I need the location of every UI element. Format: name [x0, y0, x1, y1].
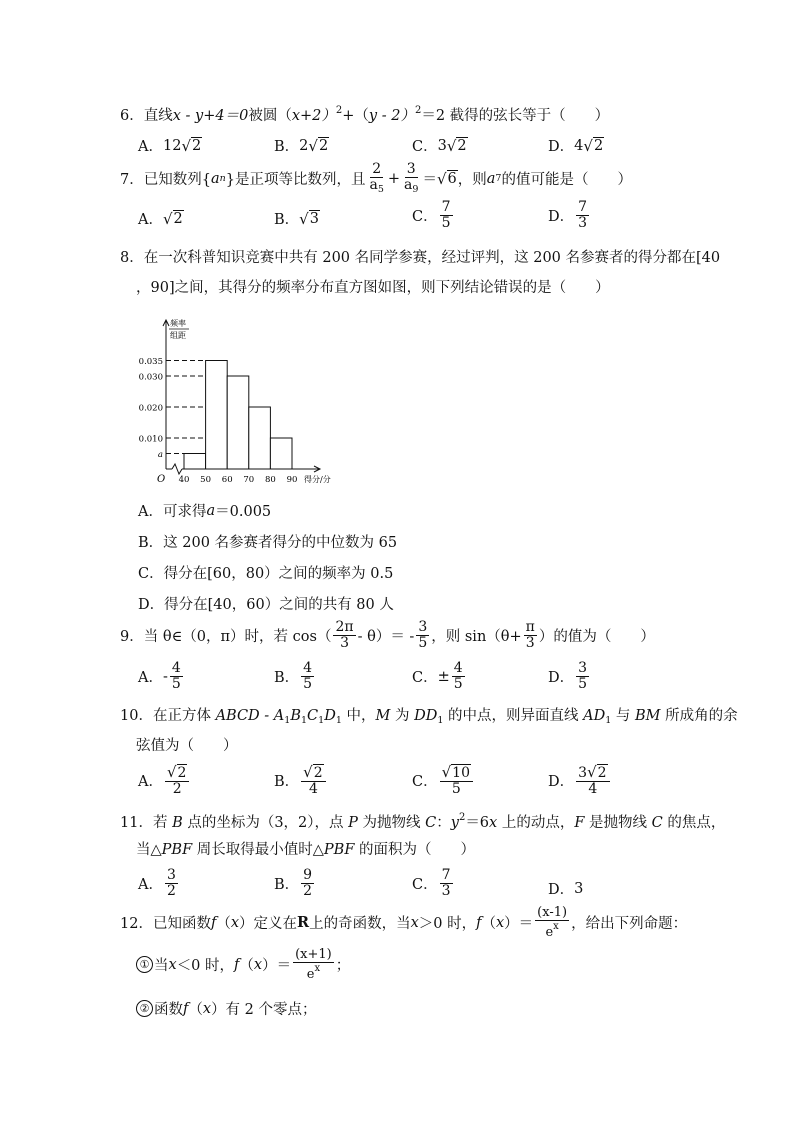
text: ； [335, 958, 351, 975]
var: x [410, 914, 419, 931]
var: a [486, 170, 496, 187]
text: ）＝ [262, 958, 292, 975]
fraction: √ 2 4 [301, 764, 325, 797]
text: ＝ [422, 172, 437, 189]
fraction: $\frac{3}{5}$ [578, 660, 588, 692]
q12-claim-2 [136, 998, 317, 1019]
subscript: n [219, 173, 226, 185]
var: P [348, 815, 358, 831]
fraction: $\frac{7}{5}$ [441, 199, 451, 231]
origin-label: O [157, 474, 166, 485]
q6-option-d[interactable] [548, 135, 604, 156]
option-label: C． [138, 566, 164, 582]
frequency-histogram [130, 310, 370, 490]
var: f [234, 956, 240, 973]
question-10-line2: 弦值为（ ） [136, 738, 238, 754]
fraction: $\frac{(x-1)}{e^x}$ [537, 905, 568, 940]
var: C [651, 815, 663, 831]
text: ＝2 截得的弦长等于（ ） [421, 108, 610, 124]
text: 函数 [154, 1002, 183, 1018]
equation: x - y+4＝0 [172, 108, 249, 124]
text: ，给出下列命题： [571, 916, 688, 933]
fraction: √ 10 5 [440, 764, 473, 797]
subscript: 1 [300, 715, 308, 726]
x-tick-label: 70 [243, 475, 255, 485]
q11-option-c[interactable] [412, 868, 455, 899]
histogram-bars [184, 361, 292, 470]
var: D [324, 708, 336, 724]
var: F [574, 815, 585, 831]
option-label: C． [412, 774, 438, 791]
text: 被圆（ [248, 108, 292, 124]
text: 为 [390, 708, 415, 724]
superscript: 2 [458, 812, 466, 823]
option-label: A． [138, 877, 163, 894]
subscript: 1 [318, 715, 325, 726]
y-tick-label: a [157, 450, 163, 460]
text: 的面积为（ ） [354, 842, 475, 858]
text: 当 [154, 958, 169, 975]
y-tick-label: 0.010 [138, 434, 163, 445]
q10-option-b[interactable] [274, 764, 328, 797]
var: AD [583, 708, 606, 724]
var: PBF [323, 842, 355, 858]
option-label: B． [138, 535, 164, 551]
question-number: 12． [120, 916, 153, 933]
histogram-bar [227, 376, 249, 469]
fraction: $\frac{3}{5}$ [418, 619, 428, 651]
var: B [290, 708, 301, 724]
question-number: 8． [120, 250, 144, 266]
y-tick-label: 0.020 [138, 403, 163, 414]
q6-option-a[interactable] [138, 135, 202, 156]
fraction: $\frac{7}{3}$ [578, 199, 588, 231]
var: M [375, 708, 391, 724]
x-tick-label: 90 [286, 475, 298, 485]
var: x [202, 1000, 212, 1017]
text: 为抛物线 [357, 815, 426, 831]
coef: 3 [437, 137, 447, 154]
question-11 [120, 813, 725, 831]
fraction: $\frac{2}{a_5}$ [369, 161, 384, 195]
q8-option-c[interactable] [138, 562, 393, 583]
text: x+2） [291, 108, 336, 124]
histogram-bar [184, 454, 206, 470]
var: f [183, 1000, 189, 1017]
x-tick-label: 50 [200, 475, 212, 485]
var: a [210, 170, 220, 187]
q9-option-d[interactable] [548, 661, 591, 692]
fraction: √ 2 2 [165, 764, 189, 797]
sign: ± [437, 668, 450, 685]
question-8-line2: ，90]之间，其得分的频率分布直方图如图，则下列结论错误的是（ ） [136, 280, 610, 296]
var: PBF [161, 842, 193, 858]
q6-option-b[interactable] [274, 135, 329, 156]
var: DD [414, 708, 438, 724]
text: ，则 [457, 172, 487, 189]
option-label: B． [274, 774, 300, 791]
question-7 [120, 162, 632, 195]
x-tick-label: 80 [264, 475, 276, 485]
fraction: $\frac{\pi}{3}$ [525, 619, 535, 651]
text: 已知数列{ [143, 172, 211, 189]
text: +（ [342, 108, 369, 124]
fraction: 3 √ 2 4 [576, 764, 609, 797]
text: ）定义在 [239, 916, 298, 933]
text: 中， [341, 708, 376, 724]
q11-option-d[interactable] [548, 878, 583, 899]
x-tick-label: 60 [221, 475, 233, 485]
option-label: A． [138, 212, 163, 228]
option-text: 得分在[60，80）之间的频率为 0.5 [163, 566, 394, 582]
text: 周长取得最小值时△ [192, 842, 324, 858]
sqrt: √ 6 [436, 169, 457, 188]
text: 是抛物线 [584, 815, 652, 831]
x-axis-break [172, 464, 182, 474]
sqrt: √ 2 [162, 209, 183, 228]
fraction: $\frac{9}{2}$ [303, 867, 313, 899]
text: 已知函数 [152, 916, 211, 933]
option-label: A． [138, 139, 163, 155]
x-tick-label: 40 [178, 475, 190, 485]
question-11-line2 [136, 843, 475, 858]
coef: 12 [162, 137, 182, 154]
histogram-bar [249, 407, 271, 469]
text: 的值可能是（ ） [501, 172, 632, 189]
q7-option-c[interactable] [412, 200, 455, 231]
question-number: 9． [120, 629, 144, 646]
fraction: $\frac{4}{5}$ [171, 660, 181, 692]
sqrt: √ 3 [299, 209, 319, 228]
text: ＞0 时， [418, 916, 477, 933]
option-text: 得分在[40，60）之间的共有 80 人 [164, 597, 394, 613]
text: 当 θ∈（0，π）时，若 cos（ [143, 629, 332, 646]
subscript: 7 [495, 173, 502, 185]
option-label: C． [412, 209, 438, 226]
sign: - [162, 668, 168, 685]
text: 在一次科普知识竞赛中共有 200 名同学参赛，经过评判，这 200 名参赛者的得分都在[40 [143, 250, 721, 266]
y-axis-label-bottom: 组距 [170, 331, 186, 340]
var: f [476, 914, 482, 931]
option-text: 这 200 名参赛者得分的中位数为 65 [163, 535, 398, 551]
var: C [307, 708, 319, 724]
text: 上的奇函数，当 [309, 916, 411, 933]
q10-option-a[interactable] [138, 764, 191, 797]
text: 若 [152, 815, 173, 831]
text: （ [481, 916, 496, 933]
coef: 4 [574, 137, 584, 154]
text: + [387, 170, 401, 187]
question-9 [120, 620, 655, 651]
fraction: $\frac{(x+1)}{e^x}$ [295, 947, 332, 982]
q11-option-a[interactable] [138, 868, 180, 899]
text: ＜0 时， [176, 958, 235, 975]
text: }是正项等比数列，且 [225, 172, 366, 189]
text: 的焦点， [662, 815, 726, 831]
question-10 [120, 709, 738, 726]
option-label: B． [274, 212, 300, 228]
q10-option-d[interactable] [548, 764, 612, 797]
option-label: A． [138, 670, 163, 687]
text: （ [239, 958, 254, 975]
sqrt: √ 2 [446, 136, 467, 155]
text: （ [216, 916, 231, 933]
text: 与 [611, 708, 635, 724]
var: f [210, 914, 217, 931]
q9-option-b[interactable] [274, 661, 316, 692]
fraction: $\frac{4}{5}$ [303, 660, 313, 692]
q7-option-d[interactable] [548, 200, 591, 231]
subscript: 1 [284, 715, 291, 726]
option-label: D． [548, 670, 575, 687]
question-number: 10． [120, 708, 153, 724]
var: x [495, 914, 505, 931]
text: 点的坐标为（3，2），点 [182, 815, 349, 831]
var: B [172, 815, 183, 831]
text: ： [436, 815, 451, 831]
q9-option-c[interactable] [412, 661, 467, 692]
text: 的中点，则异面直线 [443, 708, 584, 724]
option-label: A． [138, 504, 163, 520]
text: 上的动点， [497, 815, 575, 831]
option-label: B． [274, 670, 300, 687]
option-text: 可求得 [162, 504, 207, 520]
fraction: $\frac{4}{5}$ [453, 660, 463, 692]
var: x [489, 815, 498, 831]
subscript: 1 [605, 715, 612, 726]
q10-option-c[interactable] [412, 764, 475, 797]
q11-option-b[interactable] [274, 868, 316, 899]
y-tick-label: 0.030 [138, 372, 163, 383]
q7-option-a[interactable] [138, 208, 184, 229]
histogram-bar [270, 438, 292, 469]
text: （ [188, 1002, 203, 1018]
text: 所成角的余 [660, 708, 738, 724]
option-label: B． [274, 877, 300, 894]
text: ，则 sin（θ+ [431, 629, 522, 646]
q8-option-a[interactable] [138, 500, 271, 521]
option-label: C． [412, 877, 438, 894]
sqrt: √ 2 [583, 136, 604, 155]
histogram-bar [206, 361, 228, 470]
coef: 2 [299, 137, 309, 154]
var: x [168, 956, 177, 973]
var: y [450, 815, 459, 831]
q7-option-b[interactable] [274, 208, 320, 229]
question-number: 11． [120, 815, 153, 831]
question-12 [120, 906, 687, 940]
text: ）＝ [504, 916, 534, 933]
q8-option-d[interactable] [138, 593, 394, 614]
y-tick-label: 0.035 [138, 357, 163, 367]
circled-number: ① [136, 956, 153, 973]
text: - θ）＝ - [357, 629, 415, 646]
fraction: $\frac{2\pi}{3}$ [335, 619, 354, 651]
text: ）有 2 个零点； [211, 1002, 317, 1018]
fraction: $\frac{3}{a_9}$ [404, 161, 419, 195]
option-label: B． [274, 139, 300, 155]
var: x [230, 914, 240, 931]
option-label: D． [548, 209, 575, 226]
option-label: D． [548, 139, 575, 155]
fraction: $\frac{7}{3}$ [441, 867, 451, 899]
text: 在正方体 [152, 708, 216, 724]
q8-option-b[interactable] [138, 531, 397, 552]
option-label: D． [138, 597, 165, 613]
question-6 [120, 106, 609, 124]
subscript: 1 [437, 715, 444, 726]
var: ABCD - A [215, 708, 285, 724]
superscript: 2 [414, 105, 422, 116]
x-axis-label: 得分/分 [304, 475, 331, 484]
subscript: 1 [335, 715, 342, 726]
superscript: 2 [335, 105, 343, 116]
var: C [425, 815, 437, 831]
text: 当△ [136, 842, 162, 858]
sqrt: √ 2 [181, 136, 202, 155]
text: ＝6 [465, 815, 490, 831]
option-label: C． [412, 670, 438, 687]
var: R [297, 914, 310, 932]
var: x [253, 956, 263, 973]
circled-number: ② [136, 1000, 153, 1017]
y-axis-label-top: 频率 [170, 319, 186, 328]
question-8 [120, 251, 720, 266]
var: BM [634, 708, 661, 724]
q6-option-c[interactable] [412, 135, 468, 156]
question-number: 6． [120, 108, 144, 124]
option-label: A． [138, 774, 163, 791]
question-number: 7． [120, 172, 144, 189]
option-label: C． [412, 139, 438, 155]
var: a [206, 502, 216, 519]
option-text: 3 [574, 880, 584, 897]
fraction: $\frac{3}{2}$ [166, 867, 176, 899]
text: 直线 [143, 108, 173, 124]
text: ）的值为（ ） [538, 629, 655, 646]
q12-claim-1 [136, 948, 350, 982]
sqrt: √ 2 [308, 136, 329, 155]
q9-option-a[interactable] [138, 661, 185, 692]
option-label: D． [548, 882, 575, 898]
text: y - 2） [368, 108, 415, 124]
option-label: D． [548, 774, 575, 791]
option-text: ＝0.005 [215, 504, 272, 520]
